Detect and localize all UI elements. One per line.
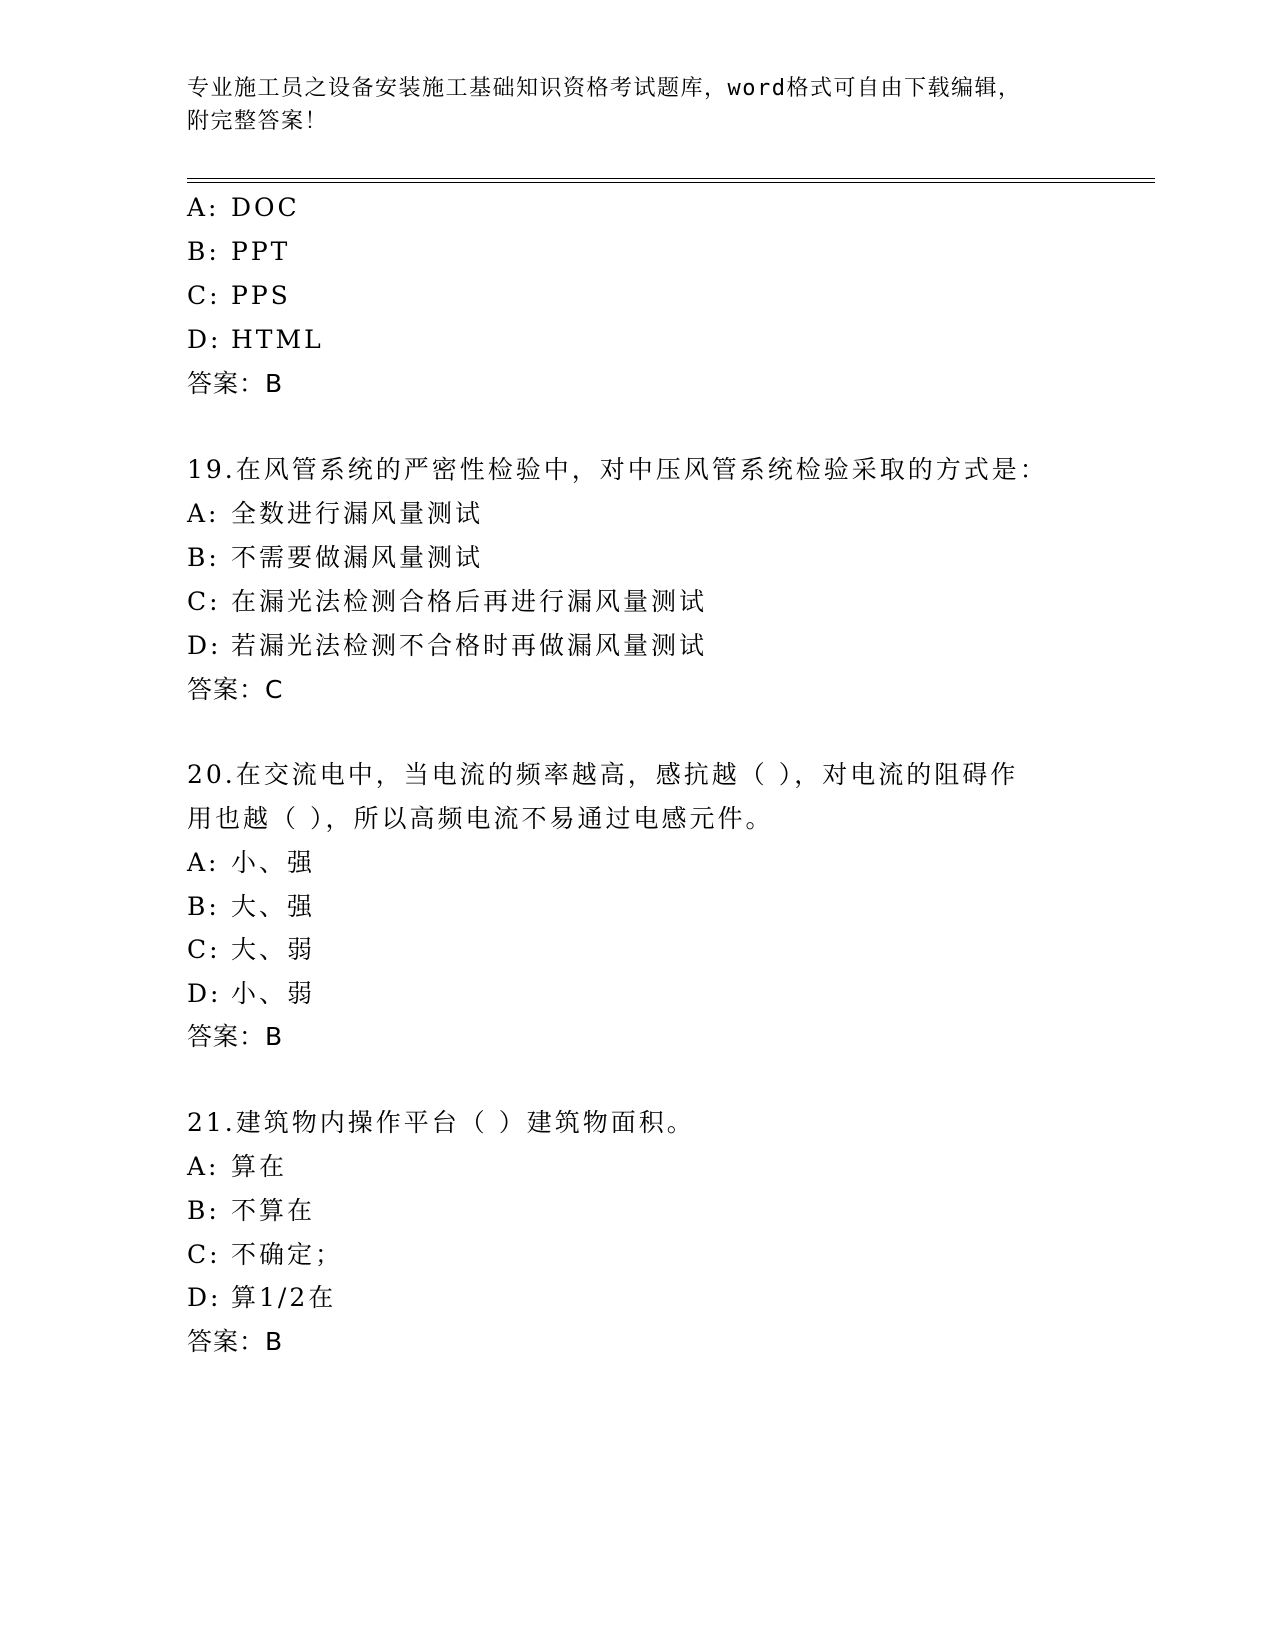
- option-d: [187, 979, 315, 1009]
- option-label: D:: [187, 631, 222, 660]
- option-label: C:: [187, 935, 221, 964]
- option-b: [187, 892, 315, 922]
- option-a: [187, 193, 300, 223]
- option-label: C:: [187, 1240, 221, 1269]
- option-c: [187, 587, 707, 617]
- option-a: [187, 1152, 287, 1182]
- option-text: 不确定；: [231, 1240, 344, 1269]
- option-label: B:: [187, 892, 220, 921]
- option-d: [187, 631, 707, 661]
- question-20-line-2: 用也越（ ），所以高频电流不易通过电感元件。: [187, 804, 774, 833]
- option-text: 不需要做漏风量测试: [231, 543, 484, 572]
- answer: 答案：C: [187, 675, 284, 704]
- option-text: 小、强: [231, 848, 316, 877]
- answer: 答案：B: [187, 1327, 284, 1356]
- option-text: DOC: [231, 193, 300, 222]
- option-text: 大、弱: [231, 935, 316, 964]
- option-d: [187, 1283, 336, 1313]
- option-text: 在漏光法检测合格后再进行漏风量测试: [231, 587, 708, 616]
- option-text: PPT: [231, 237, 291, 266]
- document-header: [187, 72, 1087, 138]
- option-text: 全数进行漏风量测试: [231, 499, 484, 528]
- answer: 答案：B: [187, 1022, 284, 1051]
- option-label: D:: [187, 1283, 222, 1312]
- option-text: PPS: [231, 281, 291, 310]
- option-label: B:: [187, 237, 220, 266]
- option-label: A:: [187, 1152, 220, 1181]
- option-c: [187, 935, 315, 965]
- option-d: [187, 325, 324, 355]
- option-text: 大、强: [231, 892, 316, 921]
- option-text: HTML: [231, 325, 324, 354]
- option-text: 算1/2在: [231, 1283, 337, 1312]
- option-label: C:: [187, 587, 221, 616]
- option-b: [187, 237, 290, 267]
- header-line-1: 专业施工员之设备安装施工基础知识资格考试题库，word格式可自由下载编辑，: [187, 76, 1022, 101]
- option-text: 不算在: [231, 1196, 316, 1225]
- option-label: D:: [187, 979, 222, 1008]
- option-text: 小、弱: [231, 979, 316, 1008]
- option-label: C:: [187, 281, 221, 310]
- option-c: [187, 281, 291, 311]
- question-19: 19.在风管系统的严密性检验中，对中压风管系统检验采取的方式是：: [187, 455, 1048, 484]
- header-divider-top: [187, 178, 1155, 179]
- option-label: A:: [187, 193, 220, 222]
- option-b: [187, 543, 483, 573]
- header-divider-bottom: [187, 182, 1155, 183]
- option-label: A:: [187, 848, 220, 877]
- option-label: A:: [187, 499, 220, 528]
- header-line-2: 附完整答案！: [187, 109, 329, 134]
- option-a: [187, 499, 483, 529]
- question-20-line-1: 20.在交流电中，当电流的频率越高，感抗越（ ），对电流的阻碍作: [187, 760, 1019, 789]
- option-text: 若漏光法检测不合格时再做漏风量测试: [231, 631, 708, 660]
- option-label: B:: [187, 1196, 220, 1225]
- option-text: 算在: [231, 1152, 288, 1181]
- option-c: [187, 1240, 343, 1270]
- option-label: B:: [187, 543, 220, 572]
- answer: 答案：B: [187, 369, 284, 398]
- option-a: [187, 848, 315, 878]
- option-label: D:: [187, 325, 222, 354]
- question-21: 21.建筑物内操作平台（ ）建筑物面积。: [187, 1108, 695, 1137]
- option-b: [187, 1196, 315, 1226]
